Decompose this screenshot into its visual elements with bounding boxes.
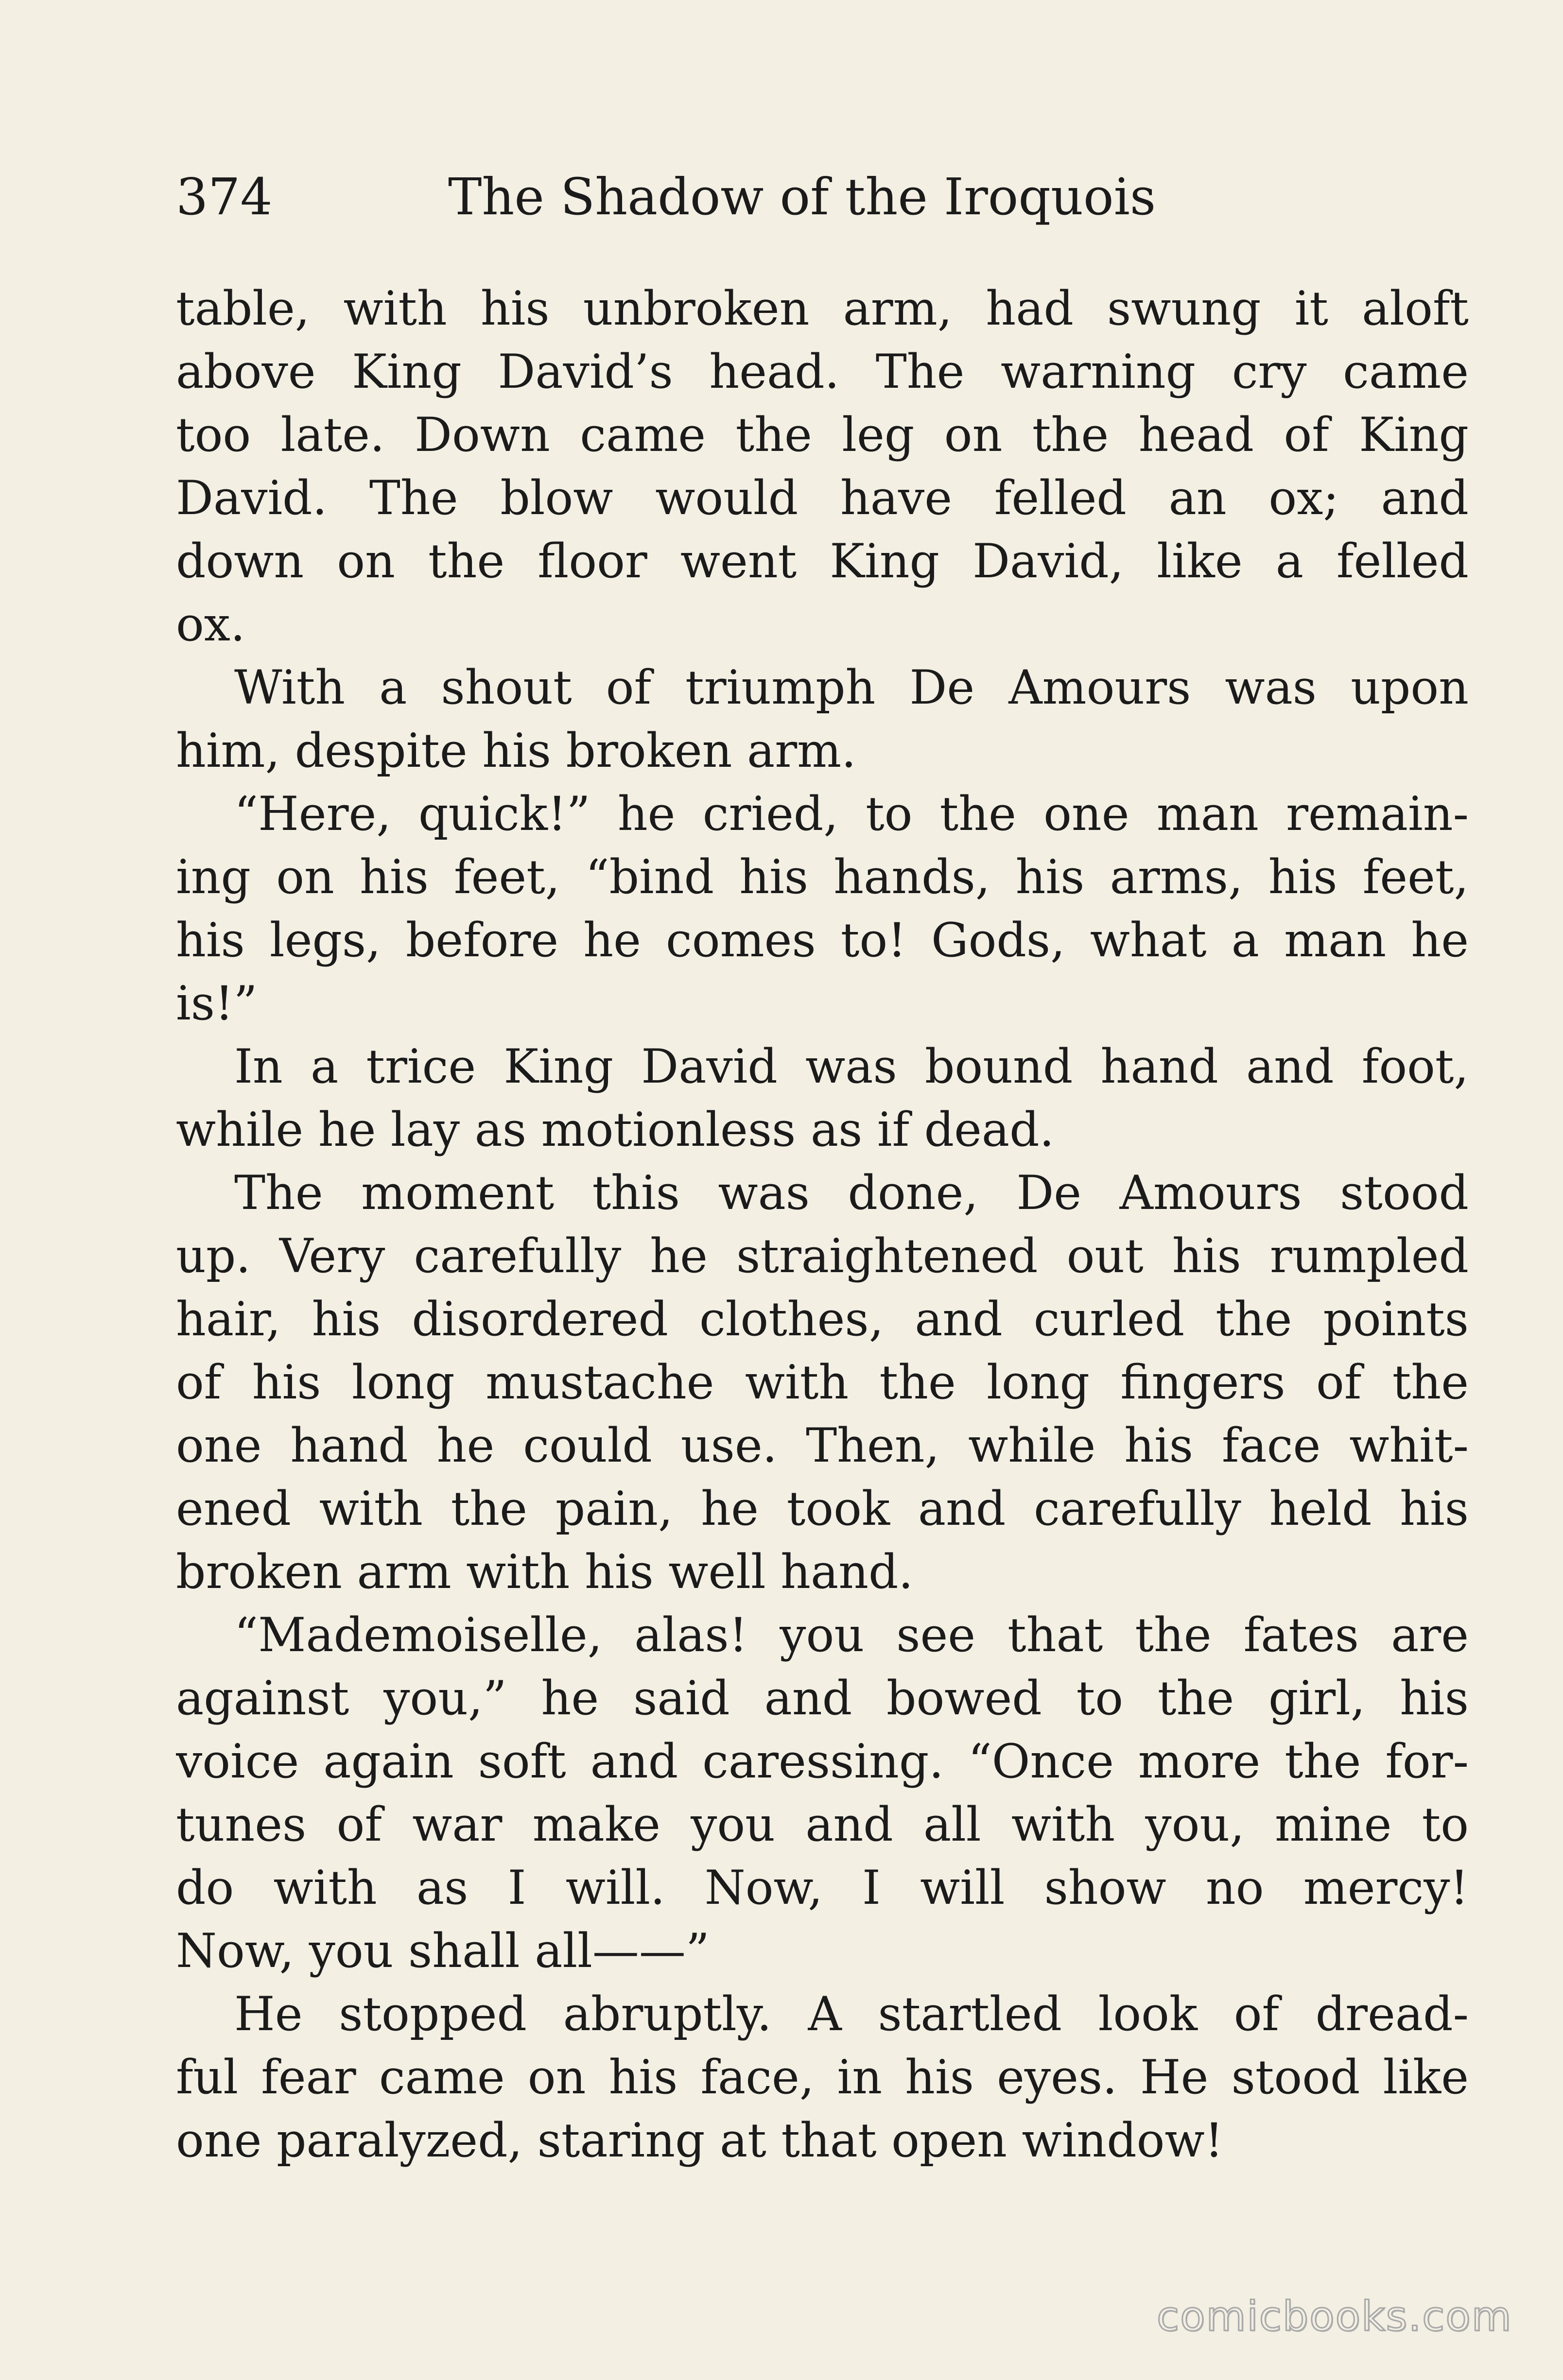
text-line: one paralyzed, staring at that open window! <box>176 2113 1224 2168</box>
text-line: “Mademoiselle, alas! you see that the fates are <box>234 1608 1469 1662</box>
text-line: The moment this was done, De Amours stood <box>234 1166 1469 1220</box>
text-line: tunes of war make you and all with you, mine to <box>176 1797 1469 1852</box>
text-line: In a trice King David was bound hand and foot, <box>234 1039 1469 1094</box>
text-line: ened with the pain, he took and carefully held his <box>176 1482 1469 1536</box>
text-line: ox. <box>176 597 245 652</box>
text-line: hair, his disordered clothes, and curled the points <box>176 1292 1469 1346</box>
text-line: ing on his feet, “bind his hands, his arms, his feet, <box>176 850 1469 904</box>
text-line: voice again soft and caressing. “Once more the for- <box>176 1734 1469 1789</box>
text-line: do with as I will. Now, I will show no mercy! <box>176 1861 1469 1915</box>
text-line: “Here, quick!” he cried, to the one man remain- <box>234 787 1469 841</box>
text-line: one hand he could use. Then, while his face whit- <box>176 1418 1469 1473</box>
text-line: against you,” he said and bowed to the girl, his <box>176 1671 1469 1725</box>
running-title: The Shadow of the Iroquois <box>448 167 1156 226</box>
text-line: ful fear came on his face, in his eyes. He stood like <box>176 2050 1469 2104</box>
text-line: broken arm with his well hand. <box>176 1545 914 1599</box>
page-number: 374 <box>176 167 273 226</box>
text-line: David. The blow would have felled an ox; and <box>176 471 1469 525</box>
text-line: his legs, before he comes to! Gods, what a man he <box>176 913 1469 967</box>
text-line: is!” <box>176 976 258 1031</box>
watermark-logo: comicbooks.com <box>1157 2293 1512 2340</box>
text-line: He stopped abruptly. A startled look of dread- <box>234 1987 1469 2041</box>
text-line: table, with his unbroken arm, had swung it aloft <box>176 281 1469 336</box>
running-header <box>176 160 1469 233</box>
text-line: above King David’s head. The warning cry came <box>176 345 1469 399</box>
body-text <box>176 277 1469 2172</box>
text-line: him, despite his broken arm. <box>176 724 856 778</box>
text-line: too late. Down came the leg on the head of King <box>176 408 1469 462</box>
text-line: With a shout of triumph De Amours was upon <box>234 660 1469 715</box>
text-line: down on the floor went King David, like a felled <box>176 534 1469 588</box>
text-line: of his long mustache with the long fingers of the <box>176 1355 1469 1410</box>
text-line: while he lay as motionless as if dead. <box>176 1103 1055 1157</box>
text-line: Now, you shall all——” <box>176 1924 710 1978</box>
text-line: up. Very carefully he straightened out his rumpled <box>176 1229 1469 1283</box>
